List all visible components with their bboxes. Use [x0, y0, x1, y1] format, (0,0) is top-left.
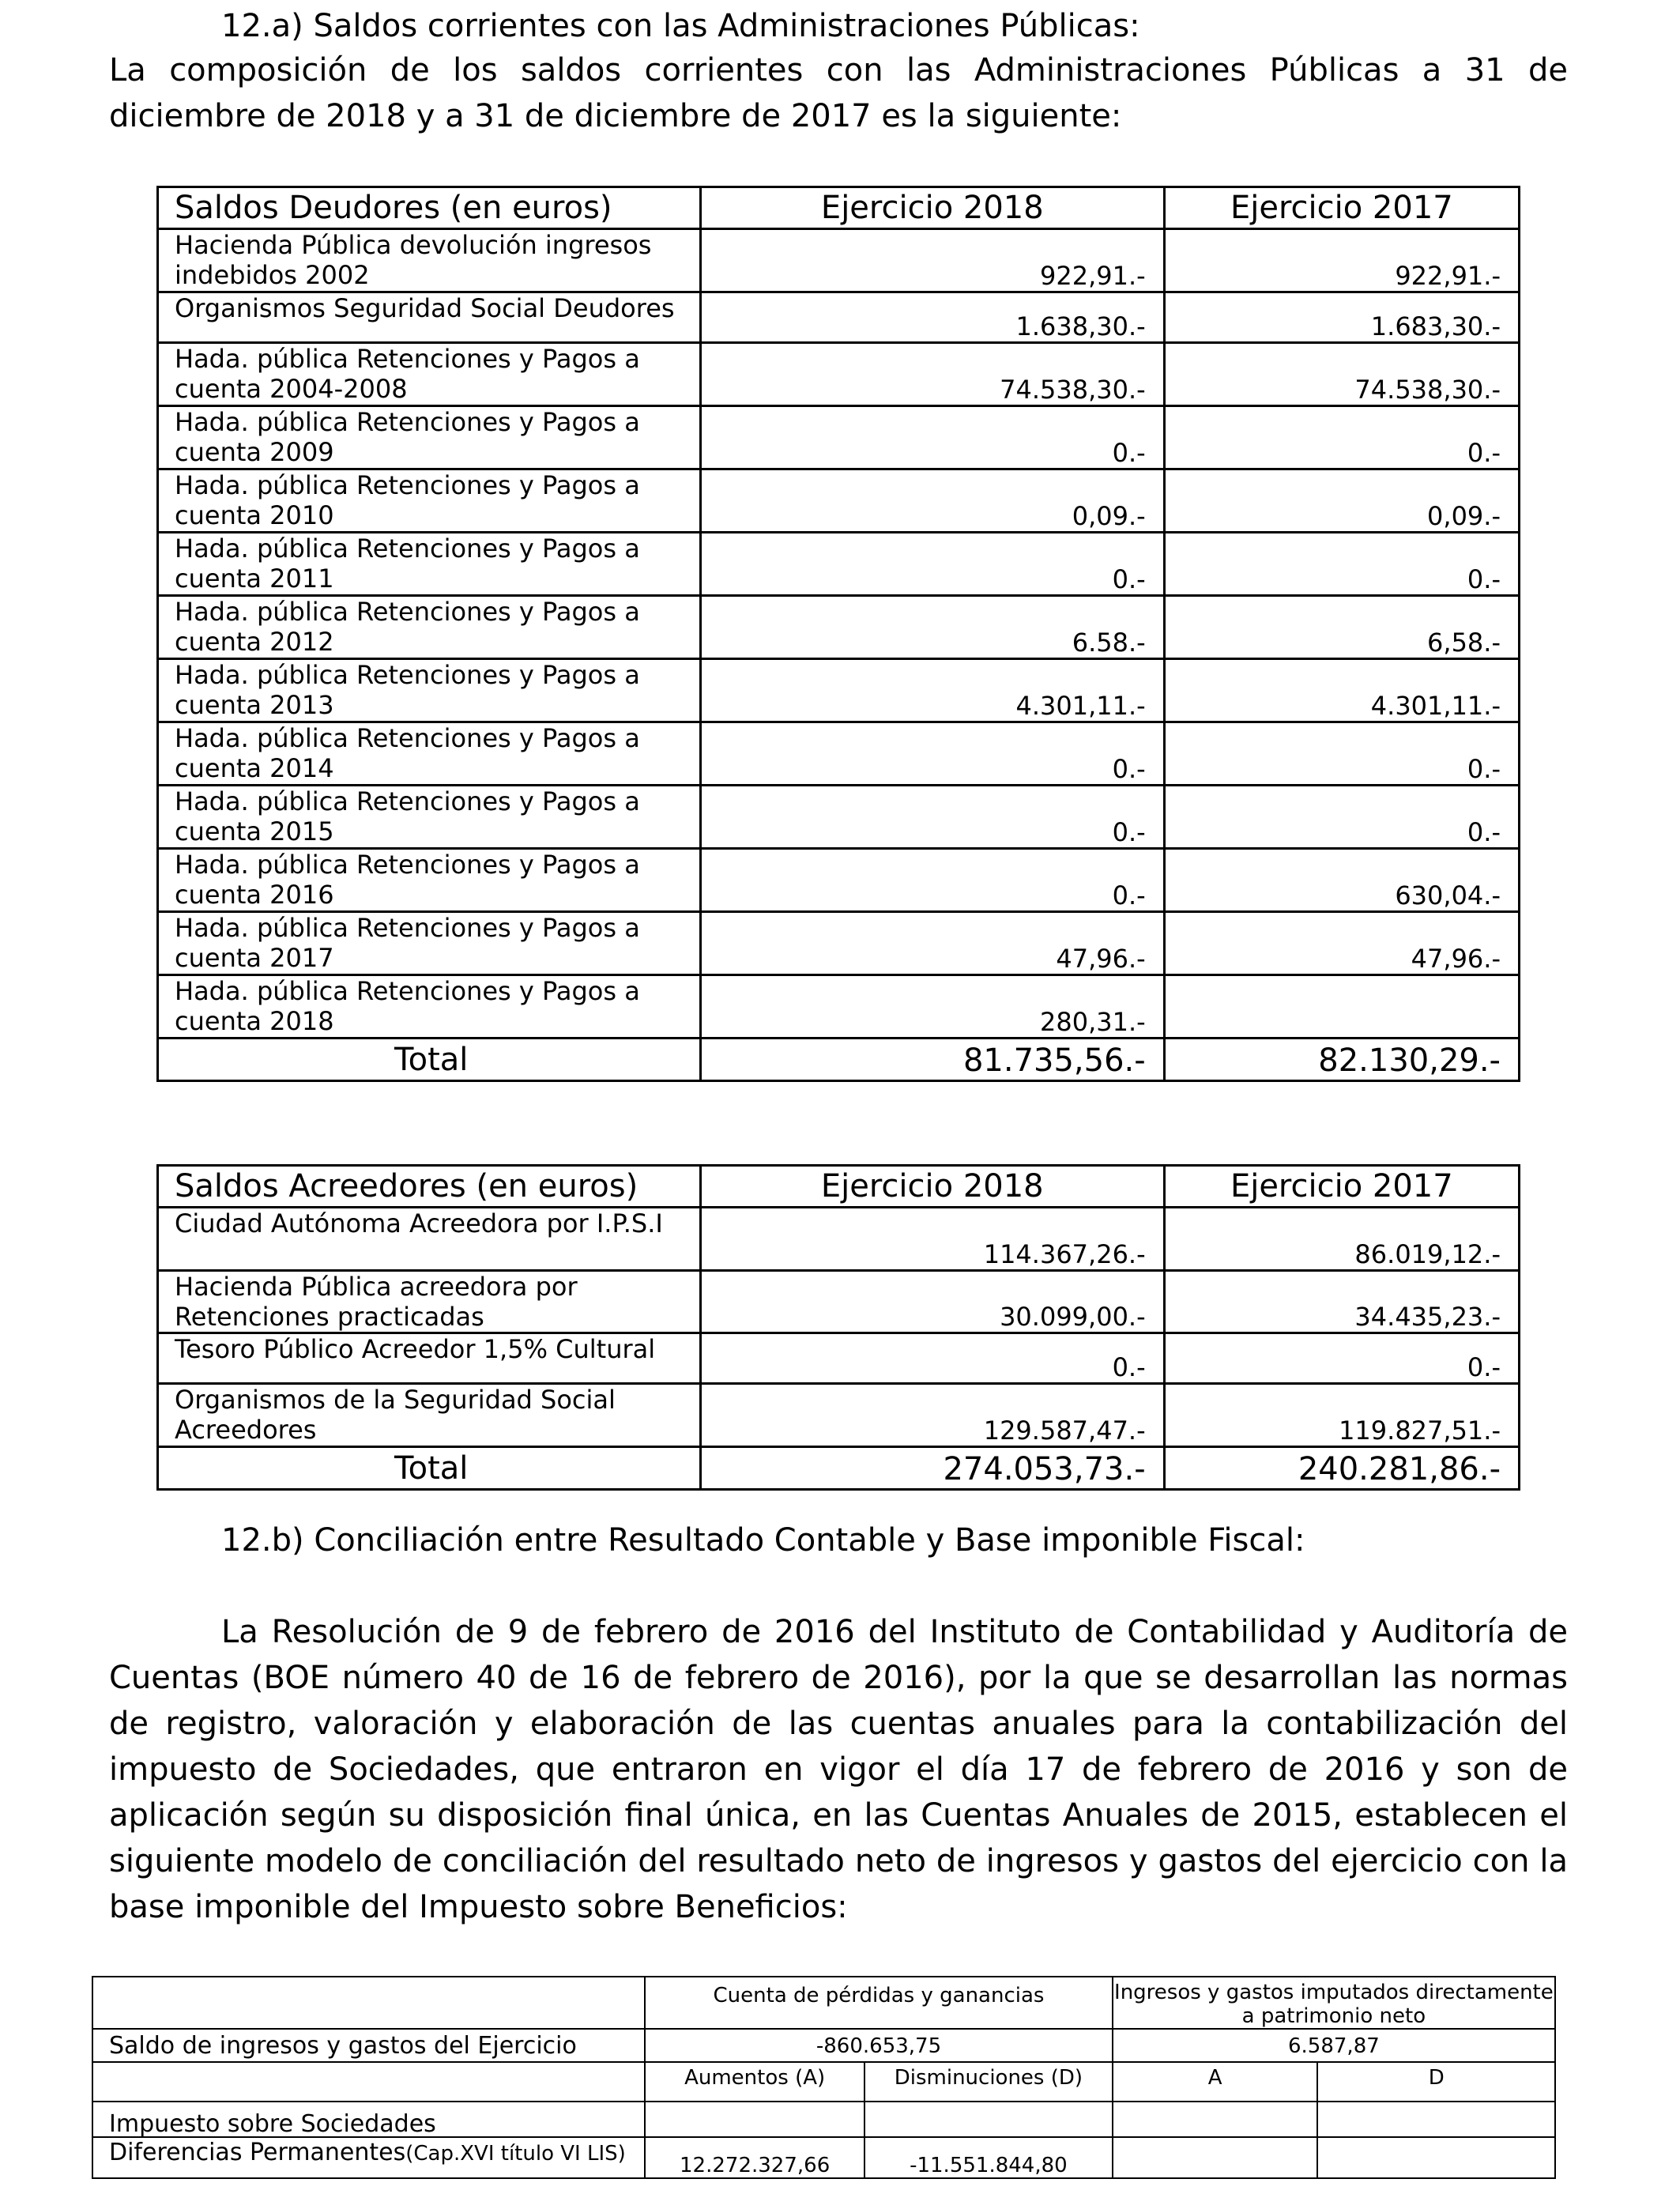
- row-label-line2: cuenta 2015: [175, 816, 334, 846]
- subheader-row: [92, 2062, 1555, 2102]
- acreedores-header-row: [158, 1166, 1520, 1208]
- empty-cell: [92, 2062, 645, 2102]
- total-label: Total: [158, 1447, 701, 1490]
- table-row: [158, 343, 1520, 406]
- empty-cell: [1317, 2137, 1555, 2178]
- row-value-2017: 86.019,12.-: [1164, 1208, 1519, 1271]
- col-patrimonio-line2: a patrimonio neto: [1241, 2004, 1426, 2028]
- saldo-pyg-value: -860.653,75: [645, 2029, 1113, 2062]
- row-label-line1: Organismos de la Seguridad Social: [175, 1385, 616, 1415]
- section-a-title: 12.a) Saldos corrientes con las Administraciones Públicas:: [221, 8, 1140, 44]
- row-label: [158, 229, 701, 292]
- diferencias-label: Diferencias Permanentes: [109, 2139, 406, 2166]
- total-row: [158, 1447, 1520, 1490]
- table-row: [158, 469, 1520, 533]
- row-label-line2: cuenta 2012: [175, 627, 334, 657]
- diferencias-disminuciones: -11.551.844,80: [864, 2137, 1113, 2178]
- row-label-line1: Hada. pública Retenciones y Pagos a: [175, 470, 640, 500]
- row-label: [158, 849, 701, 912]
- row-value-2017: 0,09.-: [1164, 469, 1519, 533]
- intro-line-2: diciembre de 2018 y a 31 de diciembre de 2017 es la siguiente:: [109, 98, 1122, 134]
- row-label-line2: cuenta 2017: [175, 943, 334, 973]
- total-row: [158, 1039, 1520, 1081]
- row-label-line1: Hada. pública Retenciones y Pagos a: [175, 660, 640, 690]
- paragraph-line: Cuentas (BOE número 40 de 16 de febrero de 2016), por la que se desarrollan las normas: [109, 1660, 1568, 1696]
- empty-cell: [1317, 2102, 1555, 2137]
- row-value-2017: 0.-: [1164, 406, 1519, 469]
- row-label-line2: indebidos 2002: [175, 260, 370, 290]
- row-value-2018: 47,96.-: [700, 912, 1164, 975]
- row-label-line1: Hacienda Pública devolución ingresos: [175, 230, 652, 260]
- table-row: [158, 1271, 1520, 1333]
- row-label: [158, 786, 701, 849]
- row-value-2018: 0.-: [700, 533, 1164, 596]
- row-label-line2: cuenta 2004-2008: [175, 374, 408, 404]
- row-label-line1: Hada. pública Retenciones y Pagos a: [175, 976, 640, 1006]
- row-label-line1: Ciudad Autónoma Acreedora por I.P.S.I: [175, 1208, 663, 1238]
- row-label-line1: Hada. pública Retenciones y Pagos a: [175, 786, 640, 816]
- row-value-2017: 119.827,51.-: [1164, 1384, 1519, 1447]
- total-value-2018: 81.735,56.-: [700, 1039, 1164, 1081]
- row-label-line1: Hada. pública Retenciones y Pagos a: [175, 407, 640, 437]
- row-label-line1: Tesoro Público Acreedor 1,5% Cultural: [175, 1334, 656, 1364]
- table-row: [158, 912, 1520, 975]
- deudores-header-2017: Ejercicio 2017: [1164, 187, 1519, 229]
- row-label: [158, 406, 701, 469]
- table-row: [158, 1333, 1520, 1384]
- row-label-line1: Hada. pública Retenciones y Pagos a: [175, 344, 640, 374]
- diferencias-label-small: (Cap.XVI título VI LIS): [405, 2142, 626, 2166]
- row-value-2018: 0,09.-: [700, 469, 1164, 533]
- conciliacion-header-row: [92, 1977, 1555, 2029]
- row-value-2018: 129.587,47.-: [700, 1384, 1164, 1447]
- col-patrimonio-header: [1113, 1977, 1555, 2029]
- paragraph-line: impuesto de Sociedades, que entraron en vigor el día 17 de febrero de 2016 y son de: [109, 1751, 1568, 1788]
- paragraph-line: siguiente modelo de conciliación del resultado neto de ingresos y gastos del ejercicio con la: [109, 1843, 1568, 1879]
- row-value-2018: 114.367,26.-: [700, 1208, 1164, 1271]
- row-label: [158, 343, 701, 406]
- row-label: [158, 1384, 701, 1447]
- acreedores-header-2018: Ejercicio 2018: [700, 1166, 1164, 1208]
- deudores-header-label: Saldos Deudores (en euros): [158, 187, 701, 229]
- row-label-line1: Hada. pública Retenciones y Pagos a: [175, 533, 640, 564]
- row-label-line2: Retenciones practicadas: [175, 1302, 484, 1332]
- row-value-2018: 0.-: [700, 1333, 1164, 1384]
- table-row: [158, 292, 1520, 343]
- row-value-2018: 0.-: [700, 786, 1164, 849]
- saldo-row: [92, 2029, 1555, 2062]
- row-label-line2: cuenta 2016: [175, 880, 334, 910]
- row-value-2017: 74.538,30.-: [1164, 343, 1519, 406]
- row-value-2017: 4.301,11.-: [1164, 659, 1519, 722]
- row-label: [158, 659, 701, 722]
- row-value-2017: 922,91.-: [1164, 229, 1519, 292]
- row-value-2017: 0.-: [1164, 533, 1519, 596]
- row-label-line1: Hada. pública Retenciones y Pagos a: [175, 723, 640, 753]
- deudores-header-2018: Ejercicio 2018: [700, 187, 1164, 229]
- row-label: [158, 1271, 701, 1333]
- row-value-2018: 30.099,00.-: [700, 1271, 1164, 1333]
- row-value-2018: 4.301,11.-: [700, 659, 1164, 722]
- row-value-2017: 0.-: [1164, 786, 1519, 849]
- row-label-line2: cuenta 2010: [175, 500, 334, 530]
- row-value-2018: 0.-: [700, 406, 1164, 469]
- row-label-line2: cuenta 2013: [175, 690, 334, 720]
- sub-a: A: [1113, 2062, 1318, 2102]
- row-value-2017: 34.435,23.-: [1164, 1271, 1519, 1333]
- row-label: [158, 292, 701, 343]
- table-row: [158, 659, 1520, 722]
- deudores-table: [156, 186, 1520, 1082]
- row-value-2017: 0.-: [1164, 722, 1519, 786]
- row-label: [158, 596, 701, 659]
- row-label-line2: cuenta 2014: [175, 753, 334, 783]
- row-value-2018: 6.58.-: [700, 596, 1164, 659]
- row-label-line1: Hada. pública Retenciones y Pagos a: [175, 913, 640, 943]
- table-row: [158, 1208, 1520, 1271]
- empty-cell: [92, 1977, 645, 2029]
- paragraph-line: La Resolución de 9 de febrero de 2016 del Instituto de Contabilidad y Auditoría de: [221, 1614, 1568, 1650]
- sub-d: D: [1317, 2062, 1555, 2102]
- acreedores-header-label: Saldos Acreedores (en euros): [158, 1166, 701, 1208]
- sub-aumentos: Aumentos (A): [645, 2062, 864, 2102]
- row-value-2018: 280,31.-: [700, 975, 1164, 1039]
- paragraph-line: base imponible del Impuesto sobre Beneficios:: [109, 1889, 848, 1925]
- total-value-2017: 82.130,29.-: [1164, 1039, 1519, 1081]
- row-value-2017: 630,04.-: [1164, 849, 1519, 912]
- row-label-line1: Organismos Seguridad Social Deudores: [175, 293, 675, 323]
- sub-disminuciones: Disminuciones (D): [864, 2062, 1113, 2102]
- impuesto-label: Impuesto sobre Sociedades: [92, 2102, 645, 2137]
- table-row: [158, 975, 1520, 1039]
- row-value-2017: 47,96.-: [1164, 912, 1519, 975]
- diferencias-row: [92, 2137, 1555, 2178]
- table-row: [158, 406, 1520, 469]
- diferencias-label-cell: [92, 2137, 645, 2178]
- row-value-2017: 0.-: [1164, 1333, 1519, 1384]
- empty-cell: [864, 2102, 1113, 2137]
- row-label-line2: Acreedores: [175, 1415, 317, 1445]
- saldo-patrimonio-value: 6.587,87: [1113, 2029, 1555, 2062]
- row-value-2018: 922,91.-: [700, 229, 1164, 292]
- row-label: [158, 1333, 701, 1384]
- total-label: Total: [158, 1039, 701, 1081]
- row-label: [158, 975, 701, 1039]
- table-row: [158, 722, 1520, 786]
- paragraph-line: aplicación según su disposición final única, en las Cuentas Anuales de 2015, establecen el: [109, 1797, 1568, 1834]
- row-label: [158, 533, 701, 596]
- row-label: [158, 912, 701, 975]
- table-row: [158, 1384, 1520, 1447]
- conciliacion-table: [92, 1976, 1556, 2179]
- acreedores-table: [156, 1164, 1520, 1491]
- row-value-2018: 74.538,30.-: [700, 343, 1164, 406]
- row-label-line2: cuenta 2018: [175, 1006, 334, 1036]
- diferencias-aumentos: 12.272.327,66: [645, 2137, 864, 2178]
- row-label-line1: Hada. pública Retenciones y Pagos a: [175, 597, 640, 627]
- saldo-label: Saldo de ingresos y gastos del Ejercicio: [92, 2029, 645, 2062]
- table-row: [158, 849, 1520, 912]
- table-row: [158, 786, 1520, 849]
- row-value-2017: 1.683,30.-: [1164, 292, 1519, 343]
- paragraph-line: de registro, valoración y elaboración de las cuentas anuales para la contabilización del: [109, 1706, 1568, 1742]
- row-value-2017: 6,58.-: [1164, 596, 1519, 659]
- row-value-2017: [1164, 975, 1519, 1039]
- empty-cell: [645, 2102, 864, 2137]
- deudores-header-row: [158, 187, 1520, 229]
- row-value-2018: 1.638,30.-: [700, 292, 1164, 343]
- acreedores-header-2017: Ejercicio 2017: [1164, 1166, 1519, 1208]
- row-label: [158, 1208, 701, 1271]
- row-value-2018: 0.-: [700, 849, 1164, 912]
- section-b-title: 12.b) Conciliación entre Resultado Contable y Base imponible Fiscal:: [221, 1522, 1305, 1559]
- empty-cell: [1113, 2102, 1318, 2137]
- row-label-line2: cuenta 2011: [175, 564, 334, 594]
- intro-line-1: La composición de los saldos corrientes con las Administraciones Públicas a 31 de: [109, 52, 1568, 89]
- table-row: [158, 229, 1520, 292]
- row-label: [158, 469, 701, 533]
- table-row: [158, 596, 1520, 659]
- section-b-paragraph: [109, 1609, 1568, 1930]
- row-label-line2: cuenta 2009: [175, 437, 334, 467]
- col-pyg-header: Cuenta de pérdidas y ganancias: [645, 1977, 1113, 2029]
- empty-cell: [1113, 2137, 1318, 2178]
- row-label-line1: Hacienda Pública acreedora por: [175, 1272, 578, 1302]
- impuesto-row: [92, 2102, 1555, 2137]
- total-value-2017: 240.281,86.-: [1164, 1447, 1519, 1490]
- row-label-line1: Hada. pública Retenciones y Pagos a: [175, 850, 640, 880]
- row-value-2018: 0.-: [700, 722, 1164, 786]
- col-patrimonio-line1: Ingresos y gastos imputados directamente: [1114, 1981, 1554, 2004]
- table-row: [158, 533, 1520, 596]
- total-value-2018: 274.053,73.-: [700, 1447, 1164, 1490]
- row-label: [158, 722, 701, 786]
